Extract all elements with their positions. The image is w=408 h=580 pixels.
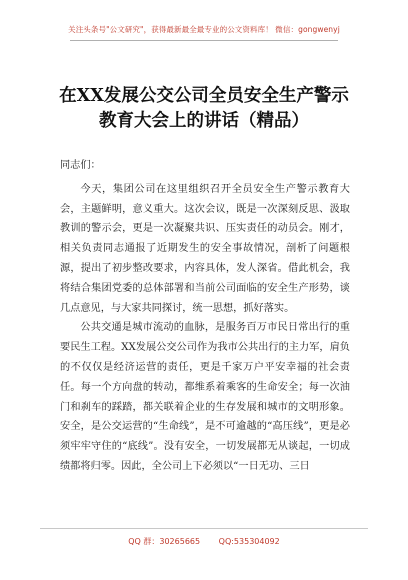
paragraph-2: 公共交通是城市流动的血脉，是服务百万市民日常出行的重要民生工程。XX发展公交公司作为我市公共出行的主力军，肩负的不仅仅是经济运营的责任，更是千家万户平安幸福的社会责任。每一个方向盘的转动，都维系着乘客的生命安全；每一次油门和刹车的踩踏，都关联着企业的生存发展和城市的文明形象。安全，是公交运营的“生命线”，是不可逾越的“高压线”，更是必须牢牢守住的“底线”。没有安全，一切发展都无从谈起，一切成绩都将归零。因此，全公司上下必须以“一日无功、三日 bbox=[60, 322, 350, 472]
footer-contact bbox=[0, 536, 408, 547]
paragraph-1: 今天，集团公司在这里组织召开全员安全生产警示教育大会，主题鲜明，意义重大。这次会议，既是一次深刻反思、汲取教训的警示会，更是一次凝聚共识、压实责任的动员会。刚才，相关负责同志通报了近期发生的安全事故情况，剖析了问题根源，提出了初步整改要求，内容具体，发人深省。借此机会，我将结合集团党委的总体部署和当前公司面临的安全生产形势，谈几点意见，与大家共同探讨，统一思想，抓好落实。 bbox=[60, 183, 350, 314]
footer-divider bbox=[40, 528, 368, 529]
header-promo-note: 关注头条号"公文研究"，获得最新最全最专业的公文资料库！ 微信：gongwenyj bbox=[68, 25, 340, 34]
footer-qq-contact: QQ:535304092 bbox=[218, 537, 280, 546]
salutation: 同志们： bbox=[60, 160, 101, 171]
document-body bbox=[60, 156, 350, 477]
header-divider bbox=[70, 40, 338, 41]
document-title: 在XX发展公交公司全员安全生产警示教育大会上的讲话（精品） bbox=[59, 86, 349, 131]
footer-qq-group: QQ 群：30265665 bbox=[128, 537, 201, 546]
